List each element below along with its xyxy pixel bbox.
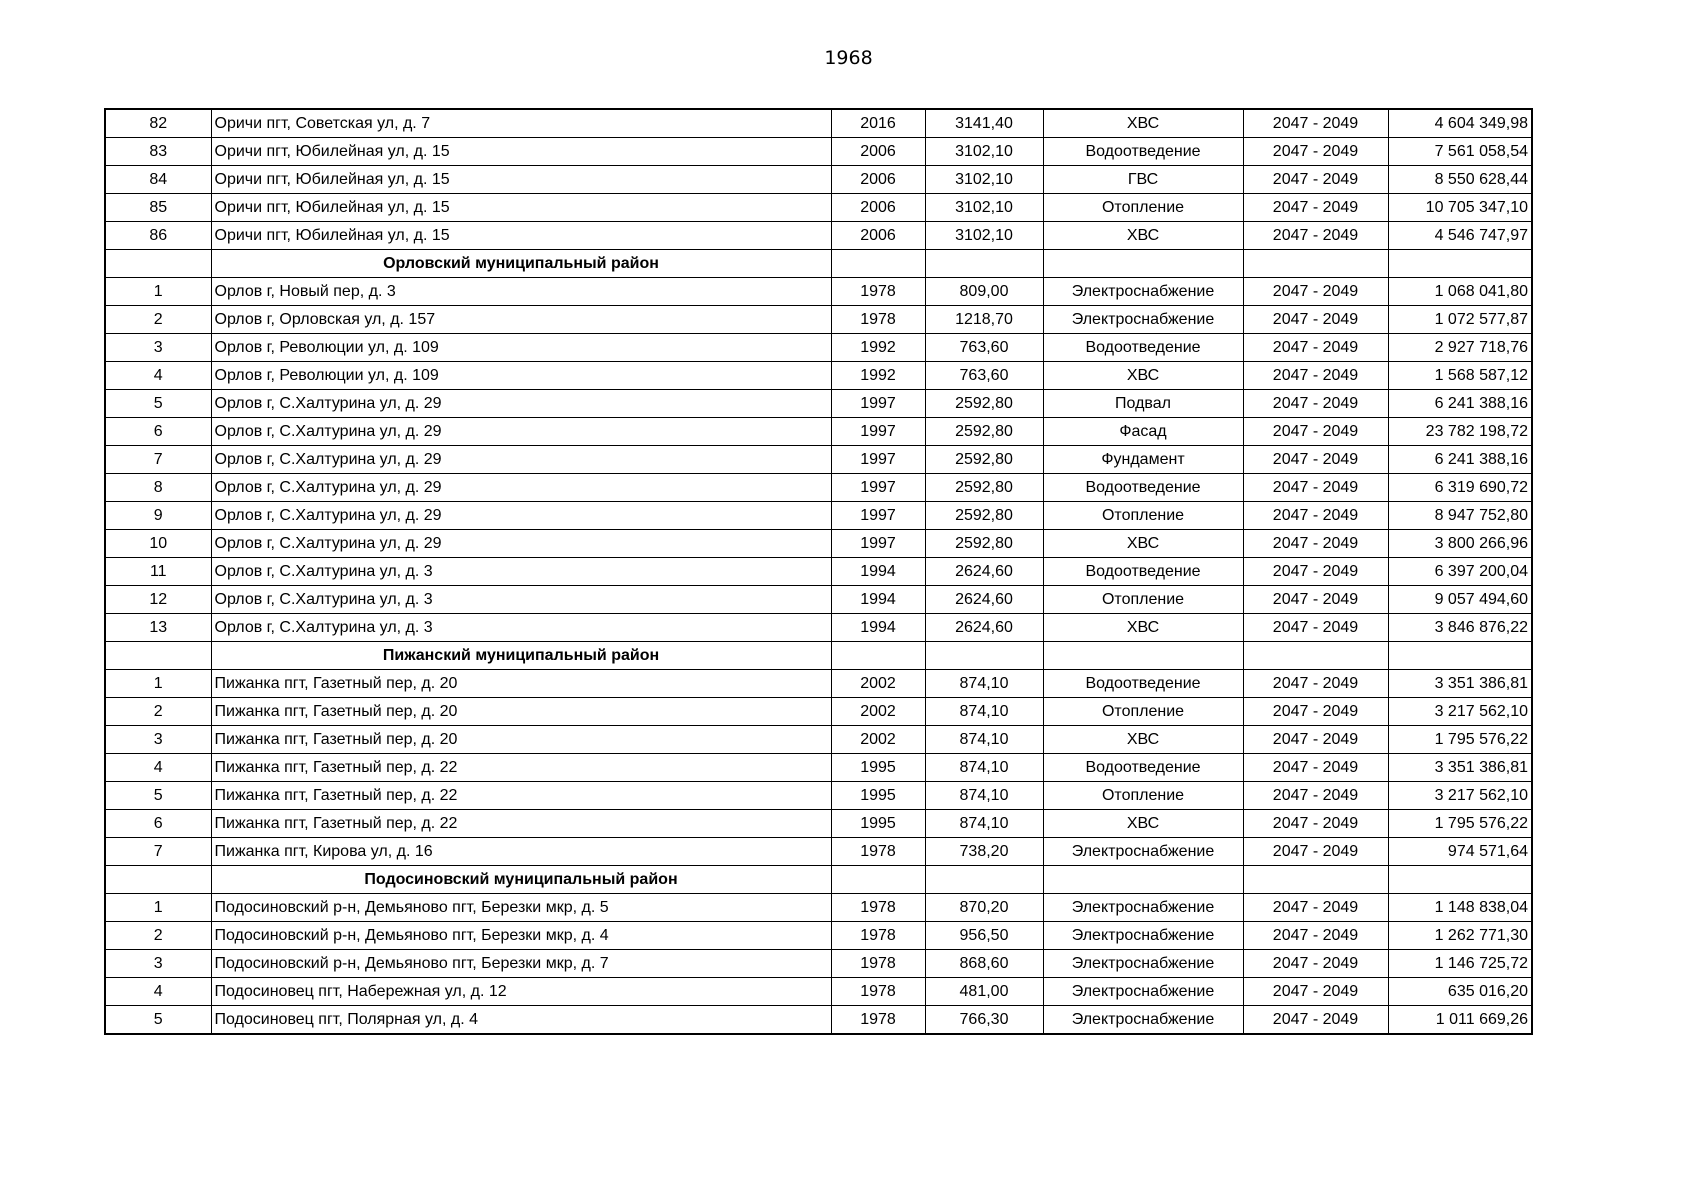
period-cell: 2047 - 2049 bbox=[1243, 474, 1388, 502]
work-type-cell: ХВС bbox=[1043, 810, 1243, 838]
row-number-cell: 5 bbox=[105, 390, 211, 418]
year-cell: 2002 bbox=[831, 670, 925, 698]
cost-cell: 1 068 041,80 bbox=[1388, 278, 1532, 306]
table-row bbox=[105, 446, 1532, 474]
table-row bbox=[105, 138, 1532, 166]
row-number-cell: 6 bbox=[105, 418, 211, 446]
period-cell: 2047 - 2049 bbox=[1243, 670, 1388, 698]
table-row bbox=[105, 558, 1532, 586]
year-cell: 1992 bbox=[831, 334, 925, 362]
area-cell: 874,10 bbox=[925, 782, 1043, 810]
district-name-cell: Подосиновский муниципальный район bbox=[211, 866, 831, 894]
year-cell: 1997 bbox=[831, 530, 925, 558]
row-number-cell: 11 bbox=[105, 558, 211, 586]
cost-cell bbox=[1388, 866, 1532, 894]
repair-schedule-table bbox=[104, 108, 1533, 1035]
row-number-cell: 7 bbox=[105, 838, 211, 866]
cost-cell: 1 011 669,26 bbox=[1388, 1006, 1532, 1035]
area-cell: 766,30 bbox=[925, 1006, 1043, 1035]
work-type-cell: Электроснабжение bbox=[1043, 922, 1243, 950]
cost-cell: 3 800 266,96 bbox=[1388, 530, 1532, 558]
cost-cell: 2 927 718,76 bbox=[1388, 334, 1532, 362]
area-cell: 2592,80 bbox=[925, 446, 1043, 474]
section-header-row bbox=[105, 250, 1532, 278]
work-type-cell: Водоотведение bbox=[1043, 754, 1243, 782]
row-number-cell: 2 bbox=[105, 698, 211, 726]
cost-cell: 3 351 386,81 bbox=[1388, 754, 1532, 782]
cost-cell: 4 604 349,98 bbox=[1388, 109, 1532, 138]
period-cell: 2047 - 2049 bbox=[1243, 754, 1388, 782]
table-row bbox=[105, 838, 1532, 866]
work-type-cell: Электроснабжение bbox=[1043, 950, 1243, 978]
row-number-cell: 4 bbox=[105, 362, 211, 390]
work-type-cell: ХВС bbox=[1043, 222, 1243, 250]
area-cell: 2592,80 bbox=[925, 390, 1043, 418]
year-cell: 1997 bbox=[831, 446, 925, 474]
table-row bbox=[105, 950, 1532, 978]
table-row bbox=[105, 166, 1532, 194]
work-type-cell: Электроснабжение bbox=[1043, 1006, 1243, 1035]
year-cell: 1994 bbox=[831, 586, 925, 614]
period-cell: 2047 - 2049 bbox=[1243, 278, 1388, 306]
period-cell: 2047 - 2049 bbox=[1243, 166, 1388, 194]
area-cell: 870,20 bbox=[925, 894, 1043, 922]
table-row bbox=[105, 586, 1532, 614]
period-cell bbox=[1243, 642, 1388, 670]
year-cell: 1994 bbox=[831, 614, 925, 642]
area-cell: 874,10 bbox=[925, 810, 1043, 838]
cost-cell: 6 241 388,16 bbox=[1388, 446, 1532, 474]
table-row bbox=[105, 670, 1532, 698]
address-cell: Орлов г, Революции ул, д. 109 bbox=[211, 334, 831, 362]
row-number-cell: 1 bbox=[105, 278, 211, 306]
cost-cell: 1 568 587,12 bbox=[1388, 362, 1532, 390]
area-cell: 1218,70 bbox=[925, 306, 1043, 334]
table-row bbox=[105, 698, 1532, 726]
cost-cell: 1 795 576,22 bbox=[1388, 810, 1532, 838]
address-cell: Оричи пгт, Юбилейная ул, д. 15 bbox=[211, 194, 831, 222]
year-cell: 1997 bbox=[831, 474, 925, 502]
cost-cell: 3 217 562,10 bbox=[1388, 782, 1532, 810]
period-cell: 2047 - 2049 bbox=[1243, 894, 1388, 922]
area-cell: 2624,60 bbox=[925, 614, 1043, 642]
row-number-cell: 3 bbox=[105, 950, 211, 978]
address-cell: Пижанка пгт, Газетный пер, д. 22 bbox=[211, 754, 831, 782]
year-cell: 1978 bbox=[831, 978, 925, 1006]
period-cell: 2047 - 2049 bbox=[1243, 586, 1388, 614]
work-type-cell bbox=[1043, 250, 1243, 278]
cost-cell: 1 262 771,30 bbox=[1388, 922, 1532, 950]
year-cell: 1978 bbox=[831, 1006, 925, 1035]
period-cell: 2047 - 2049 bbox=[1243, 306, 1388, 334]
cost-cell: 23 782 198,72 bbox=[1388, 418, 1532, 446]
year-cell: 1994 bbox=[831, 558, 925, 586]
address-cell: Орлов г, С.Халтурина ул, д. 29 bbox=[211, 446, 831, 474]
area-cell: 956,50 bbox=[925, 922, 1043, 950]
work-type-cell: Отопление bbox=[1043, 698, 1243, 726]
year-cell: 1997 bbox=[831, 418, 925, 446]
table-row bbox=[105, 222, 1532, 250]
cost-cell: 6 241 388,16 bbox=[1388, 390, 1532, 418]
address-cell: Пижанка пгт, Кирова ул, д. 16 bbox=[211, 838, 831, 866]
period-cell: 2047 - 2049 bbox=[1243, 194, 1388, 222]
table-row bbox=[105, 334, 1532, 362]
work-type-cell: ХВС bbox=[1043, 362, 1243, 390]
period-cell: 2047 - 2049 bbox=[1243, 698, 1388, 726]
year-cell: 1978 bbox=[831, 950, 925, 978]
address-cell: Пижанка пгт, Газетный пер, д. 22 bbox=[211, 810, 831, 838]
cost-cell: 7 561 058,54 bbox=[1388, 138, 1532, 166]
table-row bbox=[105, 1006, 1532, 1035]
work-type-cell: Отопление bbox=[1043, 502, 1243, 530]
table-body bbox=[105, 109, 1532, 1034]
row-number-cell: 83 bbox=[105, 138, 211, 166]
row-number-cell: 3 bbox=[105, 334, 211, 362]
table-row bbox=[105, 418, 1532, 446]
cost-cell: 1 148 838,04 bbox=[1388, 894, 1532, 922]
year-cell: 1978 bbox=[831, 306, 925, 334]
year-cell: 1978 bbox=[831, 278, 925, 306]
area-cell: 874,10 bbox=[925, 754, 1043, 782]
work-type-cell bbox=[1043, 866, 1243, 894]
table-row bbox=[105, 502, 1532, 530]
period-cell: 2047 - 2049 bbox=[1243, 1006, 1388, 1035]
work-type-cell: Подвал bbox=[1043, 390, 1243, 418]
period-cell: 2047 - 2049 bbox=[1243, 446, 1388, 474]
address-cell: Пижанка пгт, Газетный пер, д. 20 bbox=[211, 670, 831, 698]
area-cell: 874,10 bbox=[925, 670, 1043, 698]
row-number-cell bbox=[105, 642, 211, 670]
address-cell: Орлов г, С.Халтурина ул, д. 29 bbox=[211, 530, 831, 558]
row-number-cell: 82 bbox=[105, 109, 211, 138]
cost-cell: 8 550 628,44 bbox=[1388, 166, 1532, 194]
area-cell: 3102,10 bbox=[925, 166, 1043, 194]
row-number-cell: 86 bbox=[105, 222, 211, 250]
year-cell: 1995 bbox=[831, 754, 925, 782]
cost-cell: 6 397 200,04 bbox=[1388, 558, 1532, 586]
period-cell bbox=[1243, 866, 1388, 894]
row-number-cell: 8 bbox=[105, 474, 211, 502]
table-row bbox=[105, 614, 1532, 642]
year-cell: 1978 bbox=[831, 922, 925, 950]
row-number-cell: 2 bbox=[105, 922, 211, 950]
work-type-cell: ХВС bbox=[1043, 614, 1243, 642]
area-cell: 2592,80 bbox=[925, 502, 1043, 530]
area-cell: 3102,10 bbox=[925, 138, 1043, 166]
row-number-cell: 1 bbox=[105, 670, 211, 698]
address-cell: Орлов г, С.Халтурина ул, д. 29 bbox=[211, 390, 831, 418]
row-number-cell: 1 bbox=[105, 894, 211, 922]
table-row bbox=[105, 726, 1532, 754]
period-cell: 2047 - 2049 bbox=[1243, 922, 1388, 950]
year-cell: 1997 bbox=[831, 502, 925, 530]
table-row bbox=[105, 474, 1532, 502]
year-cell: 1992 bbox=[831, 362, 925, 390]
row-number-cell: 13 bbox=[105, 614, 211, 642]
address-cell: Орлов г, Новый пер, д. 3 bbox=[211, 278, 831, 306]
area-cell: 874,10 bbox=[925, 698, 1043, 726]
district-name-cell: Орловский муниципальный район bbox=[211, 250, 831, 278]
cost-cell: 3 351 386,81 bbox=[1388, 670, 1532, 698]
address-cell: Орлов г, С.Халтурина ул, д. 29 bbox=[211, 502, 831, 530]
period-cell: 2047 - 2049 bbox=[1243, 502, 1388, 530]
table-row bbox=[105, 390, 1532, 418]
period-cell: 2047 - 2049 bbox=[1243, 726, 1388, 754]
year-cell bbox=[831, 866, 925, 894]
address-cell: Орлов г, С.Халтурина ул, д. 29 bbox=[211, 474, 831, 502]
year-cell: 2016 bbox=[831, 109, 925, 138]
address-cell: Оричи пгт, Юбилейная ул, д. 15 bbox=[211, 222, 831, 250]
address-cell: Оричи пгт, Советская ул, д. 7 bbox=[211, 109, 831, 138]
row-number-cell: 6 bbox=[105, 810, 211, 838]
cost-cell bbox=[1388, 642, 1532, 670]
row-number-cell: 2 bbox=[105, 306, 211, 334]
period-cell: 2047 - 2049 bbox=[1243, 614, 1388, 642]
row-number-cell: 12 bbox=[105, 586, 211, 614]
table-row bbox=[105, 278, 1532, 306]
address-cell: Пижанка пгт, Газетный пер, д. 20 bbox=[211, 726, 831, 754]
period-cell: 2047 - 2049 bbox=[1243, 222, 1388, 250]
row-number-cell: 7 bbox=[105, 446, 211, 474]
year-cell: 1997 bbox=[831, 390, 925, 418]
work-type-cell: Водоотведение bbox=[1043, 334, 1243, 362]
row-number-cell: 4 bbox=[105, 978, 211, 1006]
area-cell: 2592,80 bbox=[925, 418, 1043, 446]
year-cell: 2006 bbox=[831, 138, 925, 166]
work-type-cell: Водоотведение bbox=[1043, 558, 1243, 586]
address-cell: Орлов г, С.Халтурина ул, д. 3 bbox=[211, 558, 831, 586]
work-type-cell: Электроснабжение bbox=[1043, 894, 1243, 922]
period-cell: 2047 - 2049 bbox=[1243, 530, 1388, 558]
period-cell: 2047 - 2049 bbox=[1243, 838, 1388, 866]
row-number-cell: 3 bbox=[105, 726, 211, 754]
work-type-cell: Фасад bbox=[1043, 418, 1243, 446]
work-type-cell: ХВС bbox=[1043, 726, 1243, 754]
row-number-cell: 5 bbox=[105, 782, 211, 810]
period-cell: 2047 - 2049 bbox=[1243, 810, 1388, 838]
period-cell: 2047 - 2049 bbox=[1243, 978, 1388, 1006]
work-type-cell: Водоотведение bbox=[1043, 474, 1243, 502]
period-cell: 2047 - 2049 bbox=[1243, 418, 1388, 446]
period-cell: 2047 - 2049 bbox=[1243, 558, 1388, 586]
area-cell: 874,10 bbox=[925, 726, 1043, 754]
cost-cell: 635 016,20 bbox=[1388, 978, 1532, 1006]
period-cell: 2047 - 2049 bbox=[1243, 109, 1388, 138]
district-name-cell: Пижанский муниципальный район bbox=[211, 642, 831, 670]
area-cell: 763,60 bbox=[925, 362, 1043, 390]
row-number-cell: 84 bbox=[105, 166, 211, 194]
cost-cell: 3 217 562,10 bbox=[1388, 698, 1532, 726]
row-number-cell: 4 bbox=[105, 754, 211, 782]
cost-cell: 9 057 494,60 bbox=[1388, 586, 1532, 614]
work-type-cell bbox=[1043, 642, 1243, 670]
area-cell: 2624,60 bbox=[925, 558, 1043, 586]
period-cell bbox=[1243, 250, 1388, 278]
area-cell: 3102,10 bbox=[925, 222, 1043, 250]
table-row bbox=[105, 194, 1532, 222]
address-cell: Орлов г, С.Халтурина ул, д. 3 bbox=[211, 586, 831, 614]
period-cell: 2047 - 2049 bbox=[1243, 782, 1388, 810]
area-cell bbox=[925, 250, 1043, 278]
work-type-cell: Водоотведение bbox=[1043, 670, 1243, 698]
work-type-cell: Отопление bbox=[1043, 194, 1243, 222]
year-cell: 1978 bbox=[831, 838, 925, 866]
area-cell bbox=[925, 866, 1043, 894]
section-header-row bbox=[105, 866, 1532, 894]
cost-cell: 1 795 576,22 bbox=[1388, 726, 1532, 754]
table-row bbox=[105, 530, 1532, 558]
address-cell: Подосиновец пгт, Полярная ул, д. 4 bbox=[211, 1006, 831, 1035]
year-cell: 1995 bbox=[831, 810, 925, 838]
year-cell: 1978 bbox=[831, 894, 925, 922]
work-type-cell: Электроснабжение bbox=[1043, 278, 1243, 306]
row-number-cell: 85 bbox=[105, 194, 211, 222]
area-cell: 2624,60 bbox=[925, 586, 1043, 614]
work-type-cell: Отопление bbox=[1043, 782, 1243, 810]
cost-cell: 10 705 347,10 bbox=[1388, 194, 1532, 222]
area-cell: 738,20 bbox=[925, 838, 1043, 866]
area-cell: 3102,10 bbox=[925, 194, 1043, 222]
period-cell: 2047 - 2049 bbox=[1243, 334, 1388, 362]
address-cell: Пижанка пгт, Газетный пер, д. 20 bbox=[211, 698, 831, 726]
row-number-cell bbox=[105, 250, 211, 278]
work-type-cell: Электроснабжение bbox=[1043, 838, 1243, 866]
area-cell: 2592,80 bbox=[925, 530, 1043, 558]
address-cell: Оричи пгт, Юбилейная ул, д. 15 bbox=[211, 138, 831, 166]
cost-cell: 6 319 690,72 bbox=[1388, 474, 1532, 502]
work-type-cell: Отопление bbox=[1043, 586, 1243, 614]
table-row bbox=[105, 894, 1532, 922]
page-number: 1968 bbox=[824, 47, 873, 69]
cost-cell: 974 571,64 bbox=[1388, 838, 1532, 866]
address-cell: Подосиновский р-н, Демьяново пгт, Березки мкр, д. 5 bbox=[211, 894, 831, 922]
year-cell bbox=[831, 642, 925, 670]
cost-cell: 3 846 876,22 bbox=[1388, 614, 1532, 642]
cost-cell bbox=[1388, 250, 1532, 278]
address-cell: Орлов г, С.Халтурина ул, д. 29 bbox=[211, 418, 831, 446]
area-cell: 481,00 bbox=[925, 978, 1043, 1006]
table-row bbox=[105, 306, 1532, 334]
address-cell: Оричи пгт, Юбилейная ул, д. 15 bbox=[211, 166, 831, 194]
area-cell: 809,00 bbox=[925, 278, 1043, 306]
address-cell: Орлов г, Орловская ул, д. 157 bbox=[211, 306, 831, 334]
year-cell: 2002 bbox=[831, 726, 925, 754]
table-row bbox=[105, 109, 1532, 138]
table-row bbox=[105, 810, 1532, 838]
address-cell: Подосиновский р-н, Демьяново пгт, Березки мкр, д. 4 bbox=[211, 922, 831, 950]
work-type-cell: Водоотведение bbox=[1043, 138, 1243, 166]
row-number-cell: 10 bbox=[105, 530, 211, 558]
address-cell: Пижанка пгт, Газетный пер, д. 22 bbox=[211, 782, 831, 810]
period-cell: 2047 - 2049 bbox=[1243, 390, 1388, 418]
year-cell: 2006 bbox=[831, 222, 925, 250]
table-row bbox=[105, 922, 1532, 950]
area-cell: 868,60 bbox=[925, 950, 1043, 978]
period-cell: 2047 - 2049 bbox=[1243, 138, 1388, 166]
area-cell bbox=[925, 642, 1043, 670]
table-row bbox=[105, 362, 1532, 390]
cost-cell: 4 546 747,97 bbox=[1388, 222, 1532, 250]
cost-cell: 1 072 577,87 bbox=[1388, 306, 1532, 334]
section-header-row bbox=[105, 642, 1532, 670]
year-cell: 2006 bbox=[831, 166, 925, 194]
row-number-cell bbox=[105, 866, 211, 894]
area-cell: 3141,40 bbox=[925, 109, 1043, 138]
cost-cell: 1 146 725,72 bbox=[1388, 950, 1532, 978]
cost-cell: 8 947 752,80 bbox=[1388, 502, 1532, 530]
area-cell: 763,60 bbox=[925, 334, 1043, 362]
work-type-cell: Электроснабжение bbox=[1043, 978, 1243, 1006]
period-cell: 2047 - 2049 bbox=[1243, 362, 1388, 390]
table-row bbox=[105, 754, 1532, 782]
work-type-cell: ХВС bbox=[1043, 109, 1243, 138]
year-cell: 2006 bbox=[831, 194, 925, 222]
address-cell: Подосиновец пгт, Набережная ул, д. 12 bbox=[211, 978, 831, 1006]
period-cell: 2047 - 2049 bbox=[1243, 950, 1388, 978]
address-cell: Орлов г, С.Халтурина ул, д. 3 bbox=[211, 614, 831, 642]
year-cell: 1995 bbox=[831, 782, 925, 810]
work-type-cell: ГВС bbox=[1043, 166, 1243, 194]
table-row bbox=[105, 978, 1532, 1006]
area-cell: 2592,80 bbox=[925, 474, 1043, 502]
year-cell: 2002 bbox=[831, 698, 925, 726]
table-row bbox=[105, 782, 1532, 810]
year-cell bbox=[831, 250, 925, 278]
row-number-cell: 9 bbox=[105, 502, 211, 530]
address-cell: Подосиновский р-н, Демьяново пгт, Березки мкр, д. 7 bbox=[211, 950, 831, 978]
row-number-cell: 5 bbox=[105, 1006, 211, 1035]
address-cell: Орлов г, Революции ул, д. 109 bbox=[211, 362, 831, 390]
work-type-cell: ХВС bbox=[1043, 530, 1243, 558]
work-type-cell: Фундамент bbox=[1043, 446, 1243, 474]
work-type-cell: Электроснабжение bbox=[1043, 306, 1243, 334]
